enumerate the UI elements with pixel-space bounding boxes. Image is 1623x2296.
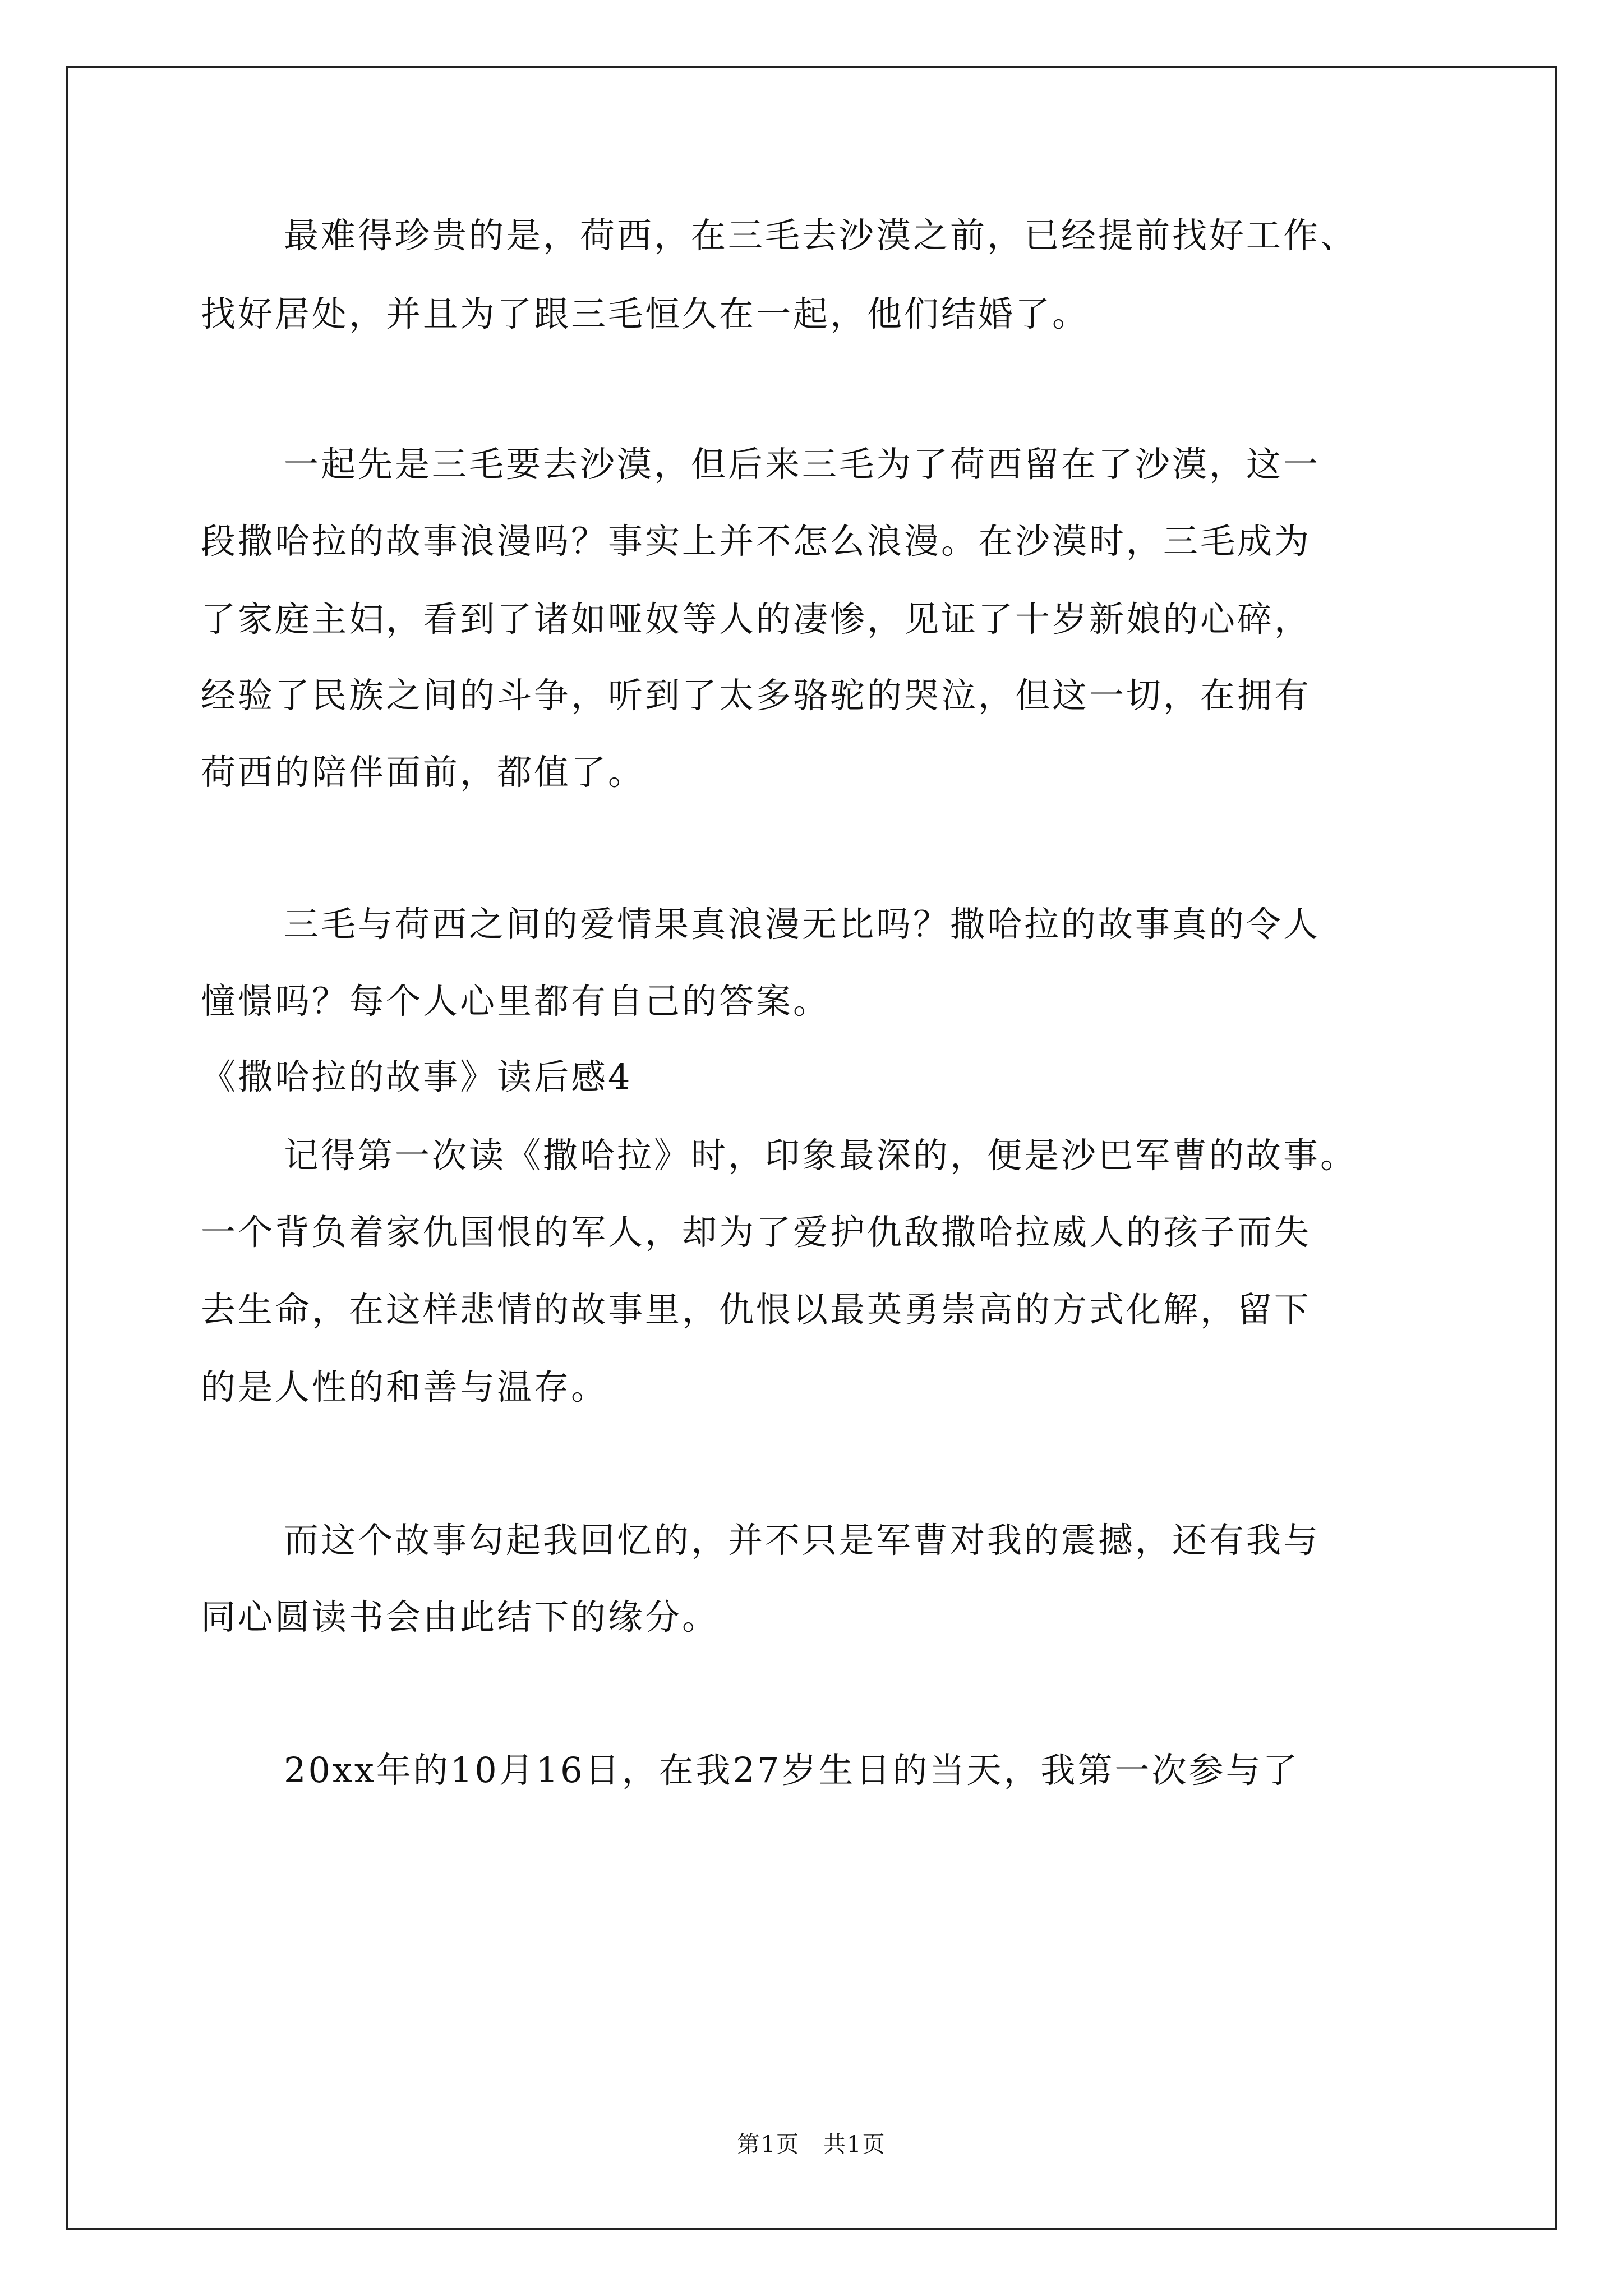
paragraph-line: 一起先是三毛要去沙漠，但后来三毛为了荷西留在了沙漠，这一 <box>284 444 1321 485</box>
paragraph-line: 同心圆读书会由此结下的缘分。 <box>201 1596 720 1637</box>
paragraph-line: 的是人性的和善与温存。 <box>201 1366 608 1407</box>
paragraph-line: 段撒哈拉的故事浪漫吗？事实上并不怎么浪漫。在沙漠时，三毛成为 <box>201 521 1312 562</box>
paragraph-line: 记得第一次读《撒哈拉》时，印象最深的，便是沙巴军曹的故事。 <box>284 1135 1358 1176</box>
paragraph-line: 经验了民族之间的斗争，听到了太多骆驼的哭泣，但这一切，在拥有 <box>201 675 1312 716</box>
paragraph-line: 憧憬吗？每个人心里都有自己的答案。 <box>201 981 831 1022</box>
paragraph-line: 一个背负着家仇国恨的军人，却为了爱护仇敌撒哈拉威人的孩子而失 <box>201 1212 1312 1253</box>
page-footer: 第1页 共1页 <box>737 2132 886 2157</box>
paragraph-line: 而这个故事勾起我回忆的，并不只是军曹对我的震撼，还有我与 <box>284 1520 1321 1561</box>
paragraph-line: 找好居处，并且为了跟三毛恒久在一起，他们结婚了。 <box>201 293 1090 334</box>
paragraph-line: 了家庭主妇，看到了诸如哑奴等人的凄惨，见证了十岁新娘的心碎， <box>201 599 1312 639</box>
section-heading: 《撒哈拉的故事》读后感4 <box>201 1056 633 1097</box>
paragraph-line: 去生命，在这样悲情的故事里，仇恨以最英勇崇高的方式化解，留下 <box>201 1289 1312 1330</box>
paragraph-line: 最难得珍贵的是，荷西，在三毛去沙漠之前，已经提前找好工作、 <box>284 215 1358 256</box>
paragraph-line: 三毛与荷西之间的爱情果真浪漫无比吗？撒哈拉的故事真的令人 <box>284 904 1321 945</box>
paragraph-line: 荷西的陪伴面前，都值了。 <box>201 752 645 793</box>
paragraph-line: 20xx年的10月16日，在我27岁生日的当天，我第一次参与了 <box>284 1750 1300 1791</box>
